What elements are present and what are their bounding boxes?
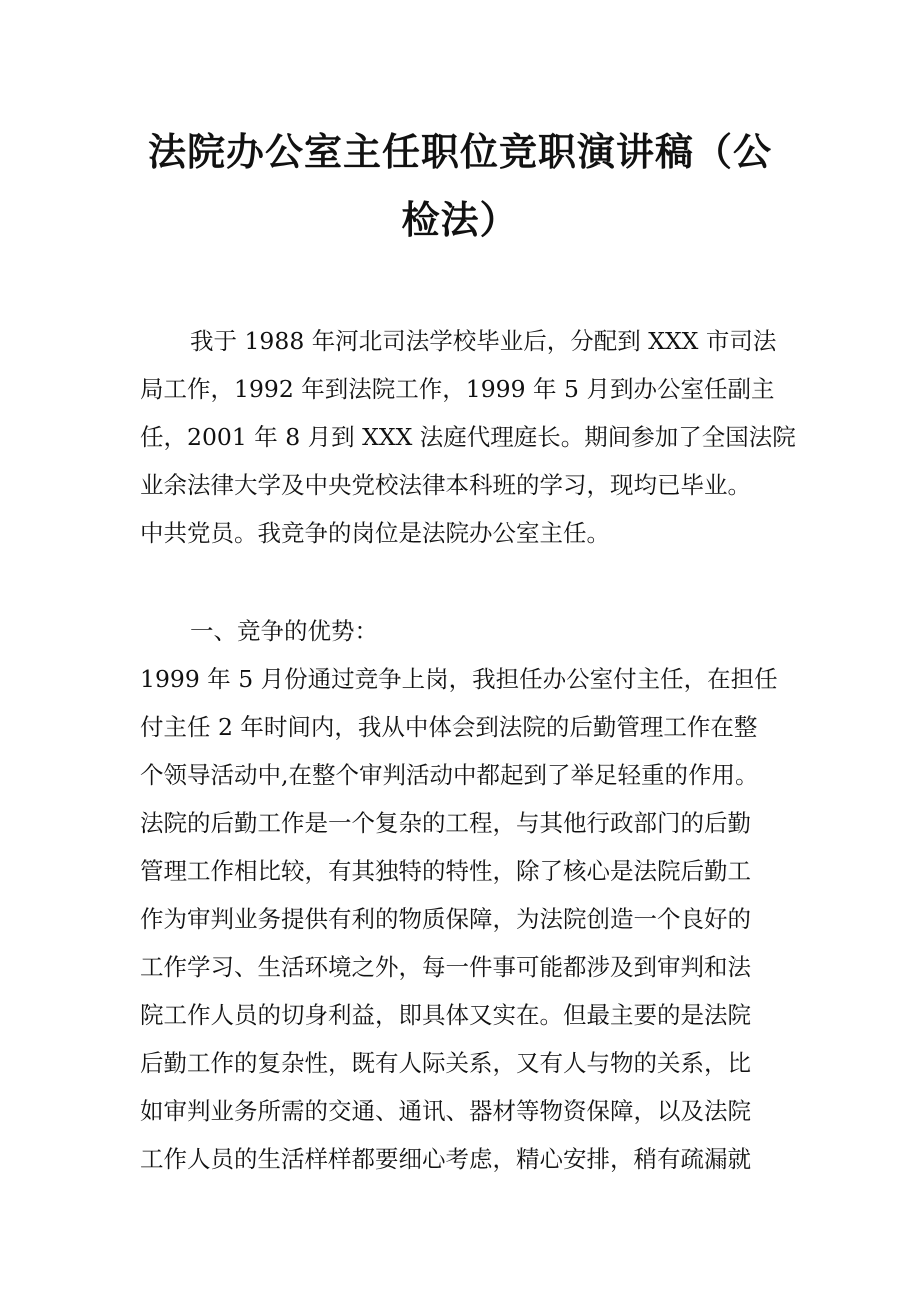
body-line-4: 法院的后勤工作是一个复杂的工程，与其他行政部门的后勤 (140, 809, 751, 837)
body-line-2: 付主任 2 年时间内，我从中体会到法院的后勤管理工作在整 (140, 713, 758, 741)
body-line-10: 如审判业务所需的交通、通讯、器材等物资保障，以及法院 (140, 1097, 751, 1125)
body-line-7: 工作学习、生活环境之外，每一件事可能都涉及到审判和法 (140, 953, 751, 981)
body-line-11: 工作人员的生活样样都要细心考虑，精心安排，稍有疏漏就 (140, 1145, 751, 1173)
body-line-1: 1999 年 5 月份通过竞争上岗，我担任办公室付主任，在担任 (140, 665, 778, 693)
body-line-3: 个领导活动中,在整个审判活动中都起到了举足轻重的作用。 (140, 761, 759, 789)
intro-line-5: 中共党员。我竞争的岗位是法院办公室主任。 (140, 519, 610, 547)
body-line-6: 作为审判业务提供有利的物质保障，为法院创造一个良好的 (140, 905, 751, 933)
body-line-8: 院工作人员的切身利益，即具体又实在。但最主要的是法院 (140, 1001, 751, 1029)
intro-line-3: 任，2001 年 8 月到 XXX 法庭代理庭长。期间参加了全国法院 (140, 423, 796, 451)
section-heading: 一、竞争的优势： (190, 617, 378, 645)
intro-line-2: 局工作，1992 年到法院工作，1999 年 5 月到办公室任副主 (140, 375, 775, 403)
body-line-5: 管理工作相比较，有其独特的特性，除了核心是法院后勤工 (140, 857, 751, 885)
intro-line-1: 我于 1988 年河北司法学校毕业后，分配到 XXX 市司法 (190, 327, 777, 355)
document-title-line-1: 法院办公室主任职位竞职演讲稿（公 (147, 129, 772, 174)
document-title-line-2: 检法） (401, 197, 519, 242)
body-line-9: 后勤工作的复杂性，既有人际关系，又有人与物的关系，比 (140, 1049, 751, 1077)
intro-line-4: 业余法律大学及中央党校法律本科班的学习，现均已毕业。 (140, 471, 751, 499)
